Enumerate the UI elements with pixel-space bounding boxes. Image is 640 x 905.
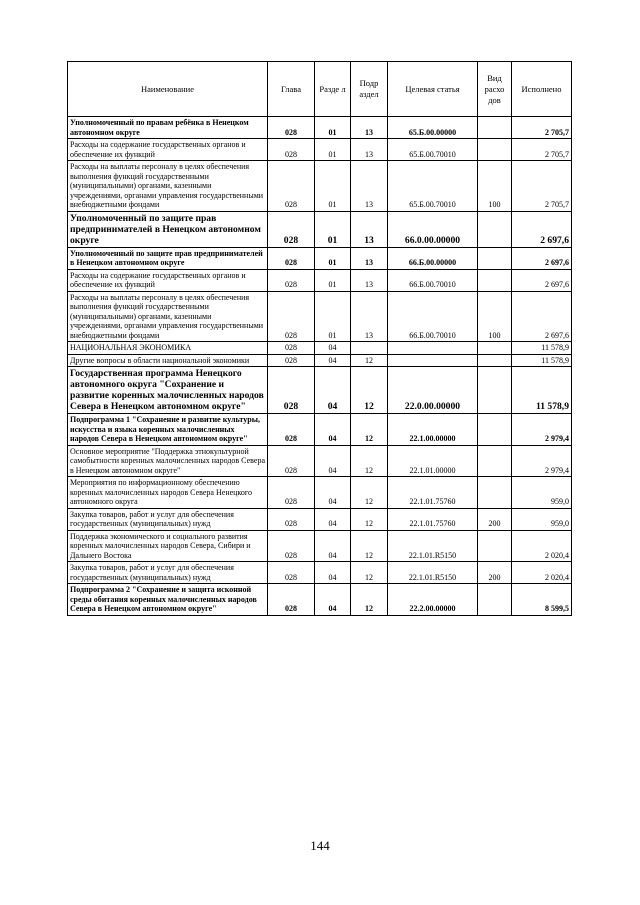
- cell-statia: 22.1.01.00000: [388, 445, 478, 477]
- cell-podrazdel: 12: [351, 414, 388, 446]
- cell-name: Расходы на содержание государственных органов и обеспечение их функций: [68, 269, 268, 291]
- cell-vid: 200: [478, 508, 512, 530]
- table-row: [68, 445, 572, 477]
- cell-podrazdel: 12: [351, 584, 388, 616]
- cell-amount: 2 020,4: [512, 530, 572, 562]
- cell-name: Расходы на выплаты персоналу в целях обеспечения выполнения функций государственными (муниципальными) органами, казенными учреждениями, органами управления государственными внебюджетными фондами: [68, 291, 268, 342]
- cell-name: Другие вопросы в области национальной экономики: [68, 354, 268, 367]
- table-row: [68, 291, 572, 342]
- cell-razdel: 01: [315, 291, 351, 342]
- cell-glava: 028: [268, 508, 315, 530]
- cell-vid: [478, 269, 512, 291]
- cell-glava: 028: [268, 530, 315, 562]
- cell-vid: [478, 584, 512, 616]
- header-podrazdel: Подр аздел: [351, 62, 388, 117]
- cell-name: Расходы на содержание государственных органов и обеспечение их функций: [68, 139, 268, 161]
- cell-statia: 65.Б.00.70010: [388, 161, 478, 212]
- cell-name: Расходы на выплаты персоналу в целях обеспечения выполнения функций государственными (муниципальными) органами, казенными учреждениями, органами управления государственными внебюджетными фондами: [68, 161, 268, 212]
- cell-amount: 11 578,9: [512, 354, 572, 367]
- table-row: [68, 530, 572, 562]
- table-row: [68, 247, 572, 269]
- cell-name: Подпрограмма 1 "Сохранение и развитие культуры, искусства и языка коренных малочисленных народов Севера в Ненецком автономном округе": [68, 414, 268, 446]
- cell-vid: [478, 530, 512, 562]
- table-row: [68, 367, 572, 414]
- cell-glava: 028: [268, 414, 315, 446]
- cell-razdel: 04: [315, 414, 351, 446]
- cell-statia: 22.1.01.75760: [388, 508, 478, 530]
- cell-statia: 66.Б.00.70010: [388, 269, 478, 291]
- header-target-article: Целевая статья: [388, 62, 478, 117]
- cell-razdel: 01: [315, 161, 351, 212]
- table-row: [68, 117, 572, 139]
- cell-vid: [478, 477, 512, 509]
- cell-glava: 028: [268, 445, 315, 477]
- cell-razdel: 04: [315, 562, 351, 584]
- cell-razdel: 04: [315, 530, 351, 562]
- cell-glava: 028: [268, 117, 315, 139]
- cell-glava: 028: [268, 354, 315, 367]
- cell-amount: 2 697,6: [512, 269, 572, 291]
- cell-name: Закупка товаров, работ и услуг для обеспечения государственных (муниципальных) нужд: [68, 562, 268, 584]
- cell-razdel: 04: [315, 445, 351, 477]
- cell-vid: [478, 367, 512, 414]
- cell-razdel: 04: [315, 354, 351, 367]
- cell-razdel: 04: [315, 342, 351, 355]
- cell-glava: 028: [268, 477, 315, 509]
- cell-podrazdel: [351, 342, 388, 355]
- cell-razdel: 01: [315, 269, 351, 291]
- cell-glava: 028: [268, 139, 315, 161]
- cell-podrazdel: 12: [351, 508, 388, 530]
- cell-glava: 028: [268, 269, 315, 291]
- header-expense-type: Вид расхо дов: [478, 62, 512, 117]
- cell-statia: [388, 354, 478, 367]
- cell-amount: 959,0: [512, 508, 572, 530]
- table-row: [68, 584, 572, 616]
- cell-statia: 22.1.01.75760: [388, 477, 478, 509]
- cell-podrazdel: 12: [351, 477, 388, 509]
- header-executed: Исполнено: [512, 62, 572, 117]
- cell-vid: 200: [478, 562, 512, 584]
- header-name: Наименование: [68, 62, 268, 117]
- cell-name: НАЦИОНАЛЬНАЯ ЭКОНОМИКА: [68, 342, 268, 355]
- cell-vid: [478, 211, 512, 247]
- cell-amount: 2 979,4: [512, 414, 572, 446]
- table-row: [68, 562, 572, 584]
- cell-glava: 028: [268, 342, 315, 355]
- cell-glava: 028: [268, 291, 315, 342]
- cell-razdel: 01: [315, 247, 351, 269]
- cell-amount: 2 697,6: [512, 211, 572, 247]
- cell-glava: 028: [268, 562, 315, 584]
- cell-statia: 65.Б.00.70010: [388, 139, 478, 161]
- table-row: [68, 477, 572, 509]
- cell-razdel: 04: [315, 508, 351, 530]
- cell-glava: 028: [268, 211, 315, 247]
- cell-statia: 22.2.00.00000: [388, 584, 478, 616]
- table-row: [68, 342, 572, 355]
- cell-name: Уполномоченный по защите прав предпринимателей в Ненецком автономном округе: [68, 247, 268, 269]
- cell-glava: 028: [268, 247, 315, 269]
- cell-vid: 100: [478, 291, 512, 342]
- header-razdel: Разде л: [315, 62, 351, 117]
- cell-razdel: 01: [315, 139, 351, 161]
- cell-razdel: 04: [315, 584, 351, 616]
- cell-statia: 66.0.00.00000: [388, 211, 478, 247]
- cell-glava: 028: [268, 584, 315, 616]
- cell-podrazdel: 12: [351, 367, 388, 414]
- cell-razdel: 04: [315, 477, 351, 509]
- cell-vid: 100: [478, 161, 512, 212]
- cell-podrazdel: 12: [351, 562, 388, 584]
- cell-name: Мероприятия по информационному обеспечению коренных малочисленных народов Севера Ненецкого автономного округа: [68, 477, 268, 509]
- cell-amount: 2 697,6: [512, 247, 572, 269]
- cell-vid: [478, 414, 512, 446]
- cell-statia: 22.0.00.00000: [388, 367, 478, 414]
- cell-amount: 2 697,6: [512, 291, 572, 342]
- cell-podrazdel: 12: [351, 445, 388, 477]
- table-row: [68, 414, 572, 446]
- cell-name: Государственная программа Ненецкого автономного округа "Сохранение и развитие коренных малочисленных народов Севера в Ненецком автономном округе": [68, 367, 268, 414]
- table-row: [68, 508, 572, 530]
- table-row: [68, 354, 572, 367]
- table-row: [68, 161, 572, 212]
- cell-podrazdel: 13: [351, 247, 388, 269]
- cell-name: Закупка товаров, работ и услуг для обеспечения государственных (муниципальных) нужд: [68, 508, 268, 530]
- cell-amount: 2 705,7: [512, 139, 572, 161]
- cell-name: Поддержка экономического и социального развития коренных малочисленных народов Севера, Сибири и Дальнего Востока: [68, 530, 268, 562]
- cell-vid: [478, 139, 512, 161]
- cell-amount: 959,0: [512, 477, 572, 509]
- table-body: [68, 117, 572, 616]
- cell-statia: [388, 342, 478, 355]
- cell-amount: 11 578,9: [512, 342, 572, 355]
- cell-podrazdel: 13: [351, 269, 388, 291]
- cell-statia: 22.1.01.R5150: [388, 562, 478, 584]
- cell-podrazdel: 13: [351, 161, 388, 212]
- cell-glava: 028: [268, 367, 315, 414]
- cell-amount: 8 599,5: [512, 584, 572, 616]
- cell-podrazdel: 12: [351, 354, 388, 367]
- cell-statia: 66.Б.00.00000: [388, 247, 478, 269]
- cell-amount: 2 020,4: [512, 562, 572, 584]
- cell-podrazdel: 13: [351, 211, 388, 247]
- cell-glava: 028: [268, 161, 315, 212]
- cell-podrazdel: 13: [351, 139, 388, 161]
- cell-vid: [478, 354, 512, 367]
- table-row: [68, 269, 572, 291]
- budget-table: [67, 61, 572, 616]
- cell-name: Уполномоченный по правам ребёнка в Ненецком автономном округе: [68, 117, 268, 139]
- cell-name: Подпрограмма 2 "Сохранение и защита исконной среды обитания коренных малочисленных народов Севера в Ненецком автономном округе": [68, 584, 268, 616]
- cell-podrazdel: 13: [351, 117, 388, 139]
- cell-podrazdel: 13: [351, 291, 388, 342]
- header-glava: Глава: [268, 62, 315, 117]
- cell-podrazdel: 12: [351, 530, 388, 562]
- cell-name: Уполномоченный по защите прав предпринимателей в Ненецком автономном округе: [68, 211, 268, 247]
- cell-vid: [478, 117, 512, 139]
- cell-statia: 66.Б.00.70010: [388, 291, 478, 342]
- cell-vid: [478, 247, 512, 269]
- cell-razdel: 01: [315, 211, 351, 247]
- cell-statia: 22.1.00.00000: [388, 414, 478, 446]
- cell-amount: 2 705,7: [512, 161, 572, 212]
- cell-amount: 11 578,9: [512, 367, 572, 414]
- cell-statia: 65.Б.00.00000: [388, 117, 478, 139]
- table-row: [68, 211, 572, 247]
- cell-statia: 22.1.01.R5150: [388, 530, 478, 562]
- cell-vid: [478, 342, 512, 355]
- cell-name: Основное мероприятие "Поддержка этнокультурной самобытности коренных малочисленных народов Севера в Ненецком автономном округе": [68, 445, 268, 477]
- cell-razdel: 01: [315, 117, 351, 139]
- table-row: [68, 139, 572, 161]
- table-header-row: [68, 62, 572, 117]
- cell-razdel: 04: [315, 367, 351, 414]
- page-number: 144: [310, 838, 330, 853]
- cell-amount: 2 979,4: [512, 445, 572, 477]
- cell-vid: [478, 445, 512, 477]
- cell-amount: 2 705,7: [512, 117, 572, 139]
